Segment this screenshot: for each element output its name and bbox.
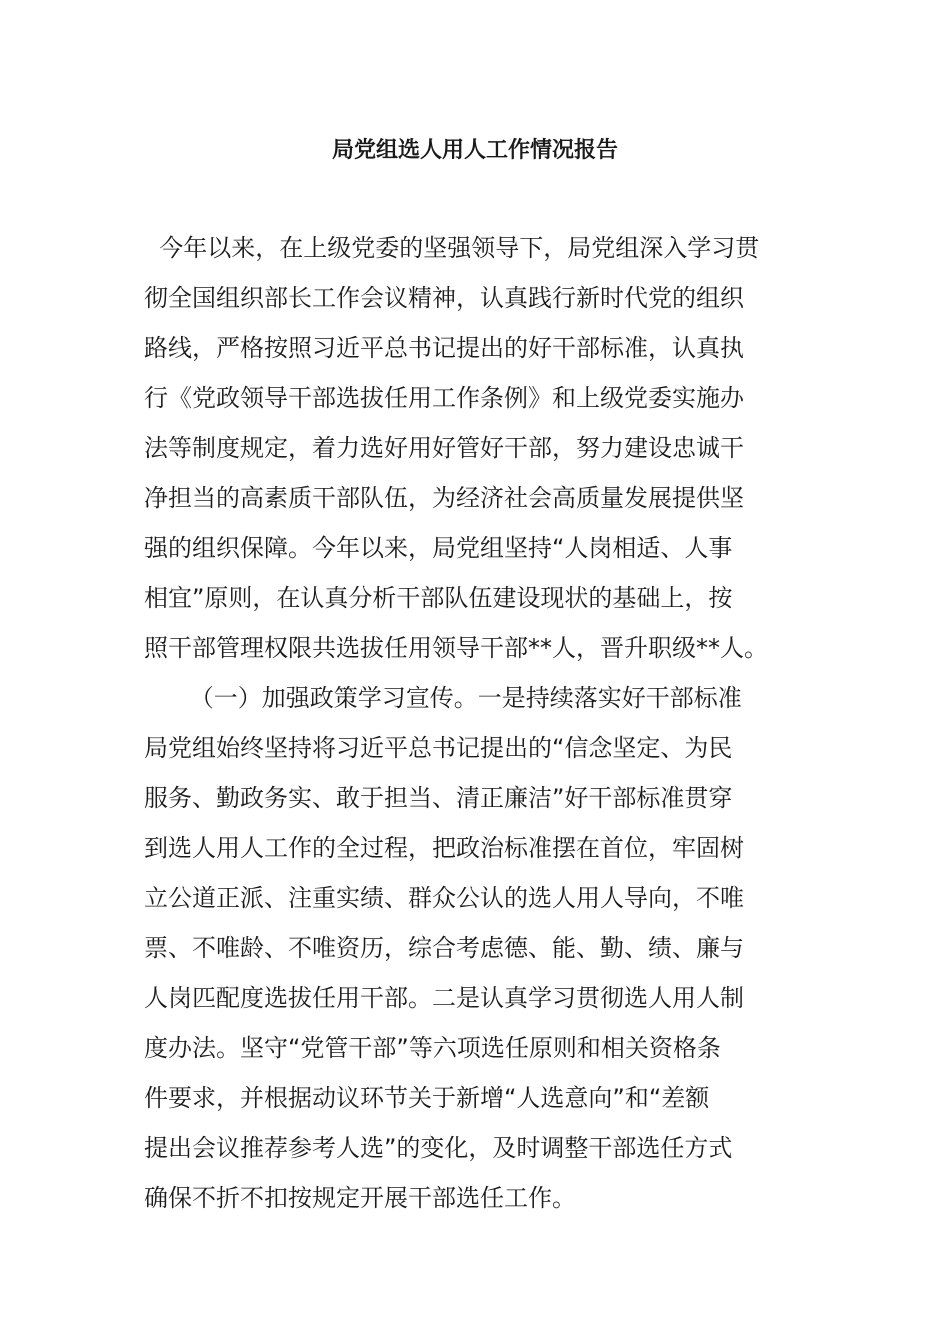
paragraph-line: 彻全国组织部长工作会议精神，认真践行新时代党的组织: [144, 284, 744, 312]
paragraph-line: 立公道正派、注重实绩、群众公认的选人用人导向，不唯: [144, 884, 744, 912]
paragraph-line: 度办法。坚守“党管干部”等六项选任原则和相关资格条: [144, 1034, 721, 1062]
paragraph-section-1: [144, 673, 808, 1223]
paragraph-line: 局党组始终坚持将习近平总书记提出的“信念坚定、为民: [144, 734, 733, 762]
paragraph-line: 路线，严格按照习近平总书记提出的好干部标准，认真执: [144, 334, 744, 362]
paragraph-line: 确保不折不扣按规定开展干部选任工作。: [144, 1184, 576, 1212]
paragraph-line: 件要求，并根据动议环节关于新增“人选意向”和“差额: [144, 1084, 710, 1112]
paragraph-line: 法等制度规定，着力选好用好管好干部，努力建设忠诚干: [144, 434, 744, 462]
paragraph-line: 提出会议推荐参考人选”的变化，及时调整干部选任方式: [144, 1134, 733, 1162]
paragraph-line: 票、不唯龄、不唯资历，综合考虑德、能、勤、绩、廉与: [144, 934, 744, 962]
document-title: 局党组选人用人工作情况报告: [331, 138, 618, 163]
paragraph-line: 强的组织保障。今年以来，局党组坚持“人岗相适、人事: [144, 534, 733, 562]
paragraph-intro: [144, 223, 808, 673]
paragraph-line: 到选人用人工作的全过程，把政治标准摆在首位，牢固树: [144, 834, 744, 862]
paragraph-line: 今年以来，在上级党委的坚强领导下，局党组深入学习贯: [144, 234, 760, 262]
paragraph-line: 行《党政领导干部选拔任用工作条例》和上级党委实施办: [144, 384, 744, 412]
paragraph-line: （一）加强政策学习宣传。一是持续落实好干部标准: [144, 684, 742, 712]
paragraph-line: 服务、勤政务实、敢于担当、清正廉洁”好干部标准贯穿: [144, 784, 733, 812]
paragraph-line: 相宜”原则，在认真分析干部队伍建设现状的基础上，按: [144, 584, 733, 612]
paragraph-line: 照干部管理权限共选拔任用领导干部**人，晋升职级**人。: [144, 634, 768, 662]
paragraph-line: 净担当的高素质干部队伍，为经济社会高质量发展提供坚: [144, 484, 744, 512]
paragraph-line: 人岗匹配度选拔任用干部。二是认真学习贯彻选人用人制: [144, 984, 744, 1012]
